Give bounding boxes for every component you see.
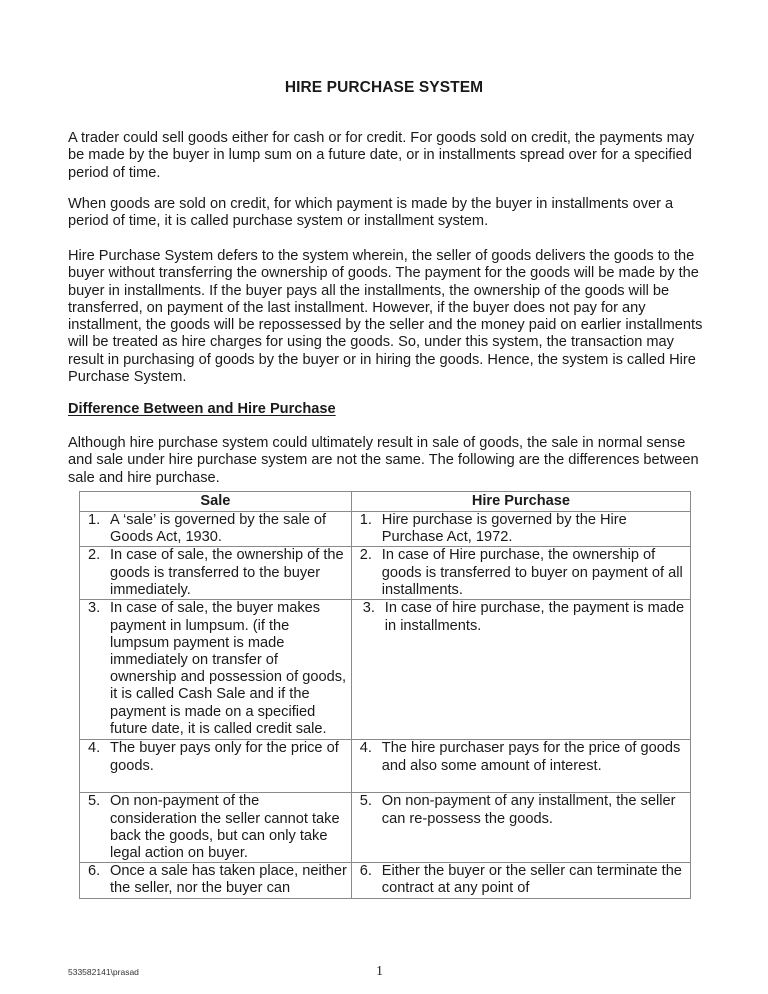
comparison-table	[79, 491, 691, 899]
sale-text: Once a sale has taken place, neither the seller, nor the buyer can	[110, 863, 347, 897]
header-hire-purchase: Hire Purchase	[351, 492, 690, 512]
section-heading: Difference Between and Hire Purchase	[68, 401, 336, 417]
hire-text: The hire purchaser pays for the price of goods and also some amount of interest.	[381, 740, 681, 774]
sale-text: In case of sale, the ownership of the goods is transferred to the buyer immediately.	[110, 547, 344, 598]
table-row	[80, 512, 691, 547]
sale-cell	[80, 793, 352, 863]
item-number: 1.	[359, 512, 372, 528]
installment-system-paragraph: When goods are sold on credit, for which payment is made by the buyer in installments over a period of time, it is called purchase system or installment system.	[68, 196, 674, 230]
item-number: 2.	[359, 547, 372, 564]
table-header-row	[80, 492, 691, 512]
item-number: 5.	[88, 793, 101, 810]
header-sale: Sale	[80, 492, 352, 512]
hire-text: In case of Hire purchase, the ownership of goods is transferred to buyer on payment of all installments.	[381, 547, 683, 598]
sale-text: The buyer pays only for the price of goods.	[110, 740, 339, 774]
hire-text: Either the buyer or the seller can terminate the contract at any point of	[381, 863, 682, 897]
table-row	[80, 793, 691, 863]
hire-cell	[351, 793, 690, 863]
sale-text: On non-payment of the consideration the seller cannot take back the goods, but can only take legal action on buyer.	[110, 793, 340, 862]
table-row	[80, 600, 691, 740]
item-number: 4.	[88, 740, 101, 757]
sale-cell	[80, 512, 352, 547]
item-number: 3.	[362, 600, 375, 617]
sale-text: A ‘sale’ is governed by the sale of Goods Act, 1930.	[110, 512, 327, 546]
hire-cell	[351, 512, 690, 547]
hire-cell	[351, 863, 690, 898]
item-number: 5.	[359, 793, 372, 810]
sale-cell	[80, 863, 352, 898]
item-number: 6.	[88, 863, 101, 880]
sale-cell	[80, 547, 352, 600]
table-row	[80, 863, 691, 898]
sale-text: In case of sale, the buyer makes payment in lumpsum. (if the lumpsum payment is made immediately on transfer of ownership and possession of goods, it is called Cash Sale and if the payment is made on a specified future date, it is called credit sale.	[110, 600, 347, 737]
page-number: 1	[376, 964, 383, 979]
table-row	[80, 547, 691, 600]
intro-paragraph: A trader could sell goods either for cash or for credit. For goods sold on credit, the payments may be made by the buyer in lump sum on a future date, or in installments spread over for a specified period of time.	[68, 130, 695, 181]
hire-purchase-definition-paragraph: Hire Purchase System defers to the system wherein, the seller of goods delivers the goods to the buyer without transferring the ownership of goods. The payment for the goods will be made by the buyer in installments. If the buyer pays all the installments, the ownership of the goods will be transferred, on payment of the last installment. However, if the buyer does not pay for any installment, the goods will be repossessed by the seller and the money paid on earlier installments will be treated as hire charges for using the goods. So, under this system, the transaction may result in purchasing of goods by the buyer or in hiring the goods. Hence, the system is called Hire Purchase System.	[68, 248, 703, 386]
hire-text: Hire purchase is governed by the Hire Purchase Act, 1972.	[381, 512, 627, 546]
footer-reference: 533582141\prasad	[68, 967, 139, 977]
hire-cell	[351, 740, 690, 793]
hire-cell	[351, 600, 690, 740]
hire-text: On non-payment of any installment, the seller can re-possess the goods.	[381, 793, 676, 827]
table-row	[80, 740, 691, 793]
item-number: 4.	[359, 740, 372, 757]
sale-cell	[80, 600, 352, 740]
page-title: HIRE PURCHASE SYSTEM	[284, 79, 484, 96]
item-number: 1.	[88, 512, 101, 528]
hire-cell	[351, 547, 690, 600]
item-number: 2.	[88, 547, 101, 564]
item-number: 3.	[88, 600, 101, 617]
hire-text: In case of hire purchase, the payment is made in installments.	[384, 600, 685, 634]
sale-cell	[80, 740, 352, 793]
section-intro-paragraph: Although hire purchase system could ultimately result in sale of goods, the sale in normal sense and sale under hire purchase system are not the same. The following are the differences between sale and hire purchase.	[68, 435, 699, 486]
item-number: 6.	[359, 863, 372, 880]
